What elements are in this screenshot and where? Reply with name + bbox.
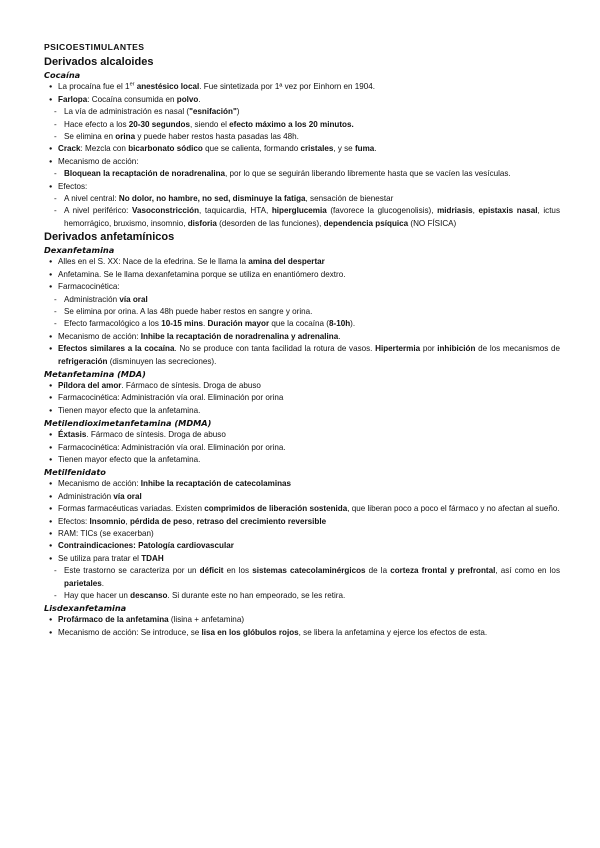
metilfenidato-list bbox=[44, 478, 560, 602]
list-item: ● Crack: Mezcla con bicarbonato sódico que se calienta, formando cristales, y se fuma. bbox=[44, 143, 560, 155]
list-subitem: - Este trastorno se caracteriza por un déficit en los sistemas catecolaminérgicos de la corteza frontal y prefrontal, así como en los parietales. bbox=[44, 565, 560, 590]
list-subitem: - A nivel central: No dolor, no hambre, no sed, disminuye la fatiga, sensación de bienestar bbox=[44, 193, 560, 205]
list-item: ● Farmacocinética: bbox=[44, 281, 560, 293]
document-title: PSICOESTIMULANTES bbox=[44, 42, 145, 52]
metanfetamina-list bbox=[44, 380, 560, 417]
subsection-heading-metanfetamina: Metanfetamina (MDA) bbox=[44, 368, 146, 379]
list-item: ● Formas farmacéuticas variadas. Existen comprimidos de liberación sostenida, que liberan poco a poco el fármaco y no afectan al sueño. bbox=[44, 503, 560, 515]
list-subitem: - Hay que hacer un descanso. Si durante este no han empeorado, se les retira. bbox=[44, 590, 560, 602]
list-item: ● Farlopa: Cocaína consumida en polvo. bbox=[44, 94, 560, 106]
list-item: ● Mecanismo de acción: bbox=[44, 156, 560, 168]
list-subitem: - Se elimina en orina y puede haber restos hasta pasadas las 48h. bbox=[44, 131, 560, 143]
list-item: ● Efectos: Insomnio, pérdida de peso, retraso del crecimiento reversible bbox=[44, 516, 560, 528]
list-item: ● Alles en el S. XX: Nace de la efedrina. Se le llama la amina del despertar bbox=[44, 256, 560, 268]
list-item: ● Mecanismo de acción: Inhibe la recaptación de catecolaminas bbox=[44, 478, 560, 490]
subsection-heading-metilfenidato: Metilfenidato bbox=[44, 467, 106, 478]
list-item: ● Se utiliza para tratar el TDAH bbox=[44, 553, 560, 565]
list-subitem: - A nivel periférico: Vasoconstricción, taquicardia, HTA, hiperglucemia (favorece la glucogenolisis), midriasis, epistaxis nasal, ictus hemorrágico, bruxismo, insomnio, disforia (desorden de las funciones), dependencia psíquica (NO FÍSICA) bbox=[44, 205, 560, 230]
subsection-heading-cocaina: Cocaína bbox=[44, 70, 81, 81]
list-item: ● Mecanismo de acción: Inhibe la recaptación de noradrenalina y adrenalina. bbox=[44, 331, 560, 343]
section-heading-anfetaminicos: Derivados anfetamínicos bbox=[44, 231, 175, 244]
subsection-heading-dexanfetamina: Dexanfetamina bbox=[44, 245, 115, 256]
list-item: ● RAM: TICs (se exacerban) bbox=[44, 528, 560, 540]
list-item: ● Farmacocinética: Administración vía oral. Eliminación por orina bbox=[44, 392, 560, 404]
list-subitem: - Administración vía oral bbox=[44, 294, 560, 306]
list-subitem: - La vía de administración es nasal ("esnifación") bbox=[44, 106, 560, 118]
mdma-list bbox=[44, 429, 560, 466]
list-subitem: - Se elimina por orina. A las 48h puede haber restos en sangre y orina. bbox=[44, 306, 560, 318]
list-item: ● Farmacocinética: Administración vía oral. Eliminación por orina. bbox=[44, 442, 560, 454]
list-item: ● Mecanismo de acción: Se introduce, se lisa en los glóbulos rojos, se libera la anfetamina y ejerce los efectos de esta. bbox=[44, 627, 560, 639]
list-subitem: - Hace efecto a los 20-30 segundos, siendo el efecto máximo a los 20 minutos. bbox=[44, 119, 560, 131]
list-item: ● Efectos: bbox=[44, 181, 560, 193]
subsection-heading-lisdexanfetamina: Lisdexanfetamina bbox=[44, 603, 127, 614]
section-heading-alcaloides: Derivados alcaloides bbox=[44, 56, 154, 69]
dexanfetamina-list bbox=[44, 256, 560, 368]
list-item: ● Anfetamina. Se le llama dexanfetamina porque se utiliza en enantiómero dextro. bbox=[44, 269, 560, 281]
list-item: ● Contraindicaciones: Patología cardiovascular bbox=[44, 540, 560, 552]
list-item: ● Tienen mayor efecto que la anfetamina. bbox=[44, 454, 560, 466]
list-item: ● Éxtasis. Fármaco de síntesis. Droga de abuso bbox=[44, 429, 560, 441]
lisdexanfetamina-list bbox=[44, 614, 560, 639]
list-item: ● Píldora del amor. Fármaco de síntesis. Droga de abuso bbox=[44, 380, 560, 392]
list-item: ● Administración vía oral bbox=[44, 491, 560, 503]
list-item: ● Profármaco de la anfetamina (lisina + anfetamina) bbox=[44, 614, 560, 626]
subsection-heading-mdma: Metilendioximetanfetamina (MDMA) bbox=[44, 418, 212, 429]
list-item: ● Tienen mayor efecto que la anfetamina. bbox=[44, 405, 560, 417]
cocaina-list bbox=[44, 81, 560, 230]
list-subitem: - Bloquean la recaptación de noradrenalina, por lo que se seguirán liberando libremente hasta que se vacíen las vesículas. bbox=[44, 168, 560, 180]
list-item: ● La procaína fue el 1er anestésico local. Fue sintetizada por 1ª vez por Einhorn en 1904. bbox=[44, 81, 560, 93]
list-item: ● Efectos similares a la cocaína. No se produce con tanta facilidad la rotura de vasos. Hipertermia por inhibición de los mecanismos de refrigeración (disminuyen las secreciones). bbox=[44, 343, 560, 368]
list-subitem: - Efecto farmacológico a los 10-15 mins. Duración mayor que la cocaína (8-10h). bbox=[44, 318, 560, 330]
